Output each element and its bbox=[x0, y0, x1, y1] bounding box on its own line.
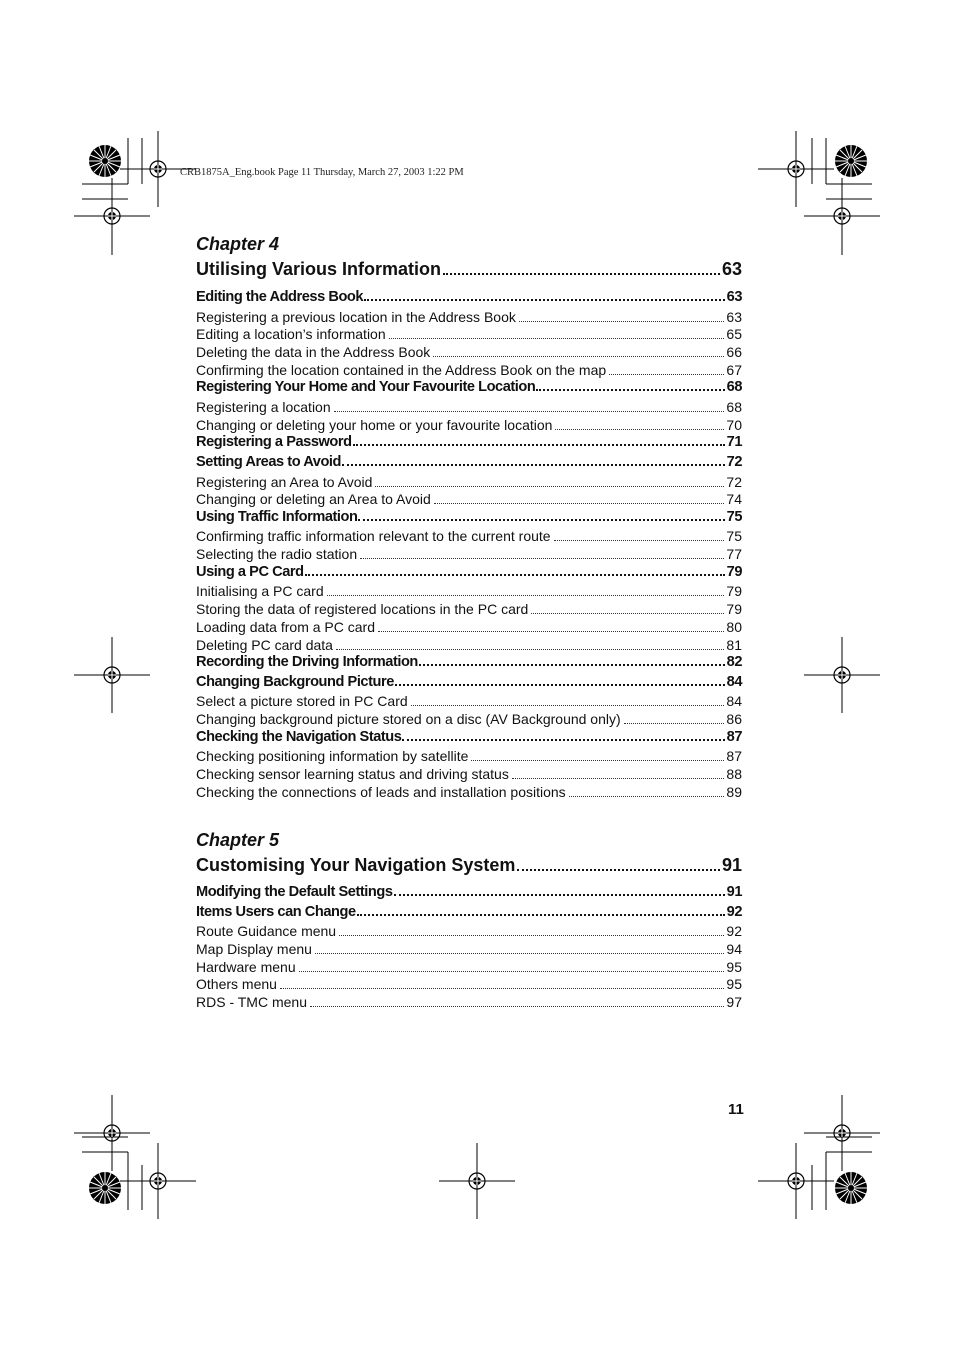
dot-leader bbox=[305, 574, 725, 576]
dot-leader bbox=[434, 503, 725, 504]
dot-leader bbox=[358, 519, 724, 521]
toc-subentry[interactable] bbox=[196, 959, 742, 977]
chapter-page: 63 bbox=[721, 259, 742, 279]
entry-title: Selecting the radio station bbox=[196, 546, 358, 563]
entry-page: 97 bbox=[726, 993, 742, 1010]
entry-title: Checking the Navigation Status bbox=[196, 728, 402, 745]
entry-page: 71 bbox=[726, 434, 742, 451]
entry-title: Changing Background Picture bbox=[196, 673, 394, 690]
entry-title: Route Guidance menu bbox=[196, 923, 337, 940]
chapter-title: Utilising Various Information bbox=[196, 259, 442, 279]
entry-title: Registering a previous location in the Address Book bbox=[196, 308, 516, 325]
entry-page: 92 bbox=[726, 923, 742, 940]
entry-title: Registering a location bbox=[196, 398, 331, 415]
file-slug: CRB1875A_Eng.book Page 11 Thursday, March 27, 2003 1:22 PM bbox=[180, 167, 464, 178]
entry-title: RDS - TMC menu bbox=[196, 993, 307, 1010]
entry-title: Recording the Driving Information bbox=[196, 654, 418, 671]
entry-title: Editing a location’s information bbox=[196, 326, 386, 343]
dot-leader bbox=[531, 613, 724, 614]
toc-subentry[interactable] bbox=[196, 941, 742, 959]
toc-list bbox=[196, 884, 742, 1012]
entry-title: Modifying the Default Settings bbox=[196, 884, 393, 900]
dot-leader bbox=[360, 558, 724, 559]
entry-page: 88 bbox=[726, 766, 742, 783]
entry-title: Deleting PC card data bbox=[196, 636, 333, 653]
toc-subentry[interactable] bbox=[196, 601, 742, 619]
entry-page: 95 bbox=[726, 976, 742, 993]
dot-leader bbox=[375, 486, 724, 487]
dot-leader bbox=[554, 540, 725, 541]
entry-title: Loading data from a PC card bbox=[196, 618, 375, 635]
dot-leader bbox=[310, 1006, 724, 1007]
entry-title: Confirming the location contained in the Address Book on the map bbox=[196, 361, 607, 378]
dot-leader bbox=[334, 411, 725, 412]
entry-page: 68 bbox=[726, 379, 742, 396]
entry-title: Setting Areas to Avoid bbox=[196, 453, 341, 470]
dot-leader bbox=[342, 464, 725, 466]
toc-subentry[interactable] bbox=[196, 976, 742, 994]
dot-leader bbox=[299, 971, 725, 972]
dot-leader bbox=[339, 935, 724, 936]
dot-leader bbox=[394, 894, 725, 896]
entry-page: 67 bbox=[726, 361, 742, 378]
dot-leader bbox=[443, 273, 720, 275]
dot-leader bbox=[353, 444, 725, 446]
entry-page: 86 bbox=[726, 711, 742, 728]
entry-page: 84 bbox=[726, 673, 742, 690]
toc-section-entry[interactable] bbox=[196, 884, 742, 904]
entry-page: 82 bbox=[726, 654, 742, 671]
entry-page: 92 bbox=[726, 903, 742, 920]
toc-list bbox=[196, 289, 742, 801]
entry-title: Registering a Password bbox=[196, 434, 352, 451]
entry-title: Checking sensor learning status and driving status bbox=[196, 766, 509, 783]
entry-page: 91 bbox=[726, 884, 742, 900]
toc-section-entry[interactable] bbox=[196, 654, 742, 674]
entry-page: 74 bbox=[726, 491, 742, 508]
toc-section-entry[interactable] bbox=[196, 434, 742, 454]
chapter-title-row[interactable] bbox=[196, 257, 742, 281]
entry-page: 75 bbox=[726, 508, 742, 525]
entry-page: 84 bbox=[726, 693, 742, 710]
dot-leader bbox=[411, 705, 725, 706]
entry-page: 80 bbox=[726, 618, 742, 635]
toc-subentry[interactable] bbox=[196, 399, 742, 417]
entry-page: 94 bbox=[726, 940, 742, 957]
entry-title: Editing the Address Book bbox=[196, 289, 364, 305]
dot-leader bbox=[536, 389, 724, 391]
toc-subentry[interactable] bbox=[196, 583, 742, 601]
dot-leader bbox=[519, 321, 725, 322]
entry-title: Changing or deleting an Area to Avoid bbox=[196, 491, 431, 508]
toc-subentry[interactable] bbox=[196, 693, 742, 711]
entry-title: Deleting the data in the Address Book bbox=[196, 343, 431, 360]
toc-subentry[interactable] bbox=[196, 309, 742, 327]
entry-title: Initialising a PC card bbox=[196, 583, 324, 600]
toc-subentry[interactable] bbox=[196, 326, 742, 344]
entry-title: Items Users can Change bbox=[196, 903, 356, 920]
dot-leader bbox=[280, 988, 724, 989]
toc-subentry[interactable] bbox=[196, 344, 742, 362]
toc-subentry[interactable] bbox=[196, 766, 742, 784]
toc-subentry[interactable] bbox=[196, 784, 742, 802]
dot-leader bbox=[327, 595, 725, 596]
toc-section-entry[interactable] bbox=[196, 379, 742, 399]
dot-leader bbox=[378, 631, 724, 632]
dot-leader bbox=[569, 796, 725, 797]
entry-title: Storing the data of registered locations in the PC card bbox=[196, 601, 529, 618]
entry-page: 95 bbox=[726, 958, 742, 975]
toc-subentry[interactable] bbox=[196, 474, 742, 492]
dot-leader bbox=[471, 760, 724, 761]
chapter-5-section bbox=[196, 829, 742, 1012]
toc-section-entry[interactable] bbox=[196, 729, 742, 749]
dot-leader bbox=[357, 914, 725, 916]
toc-subentry[interactable] bbox=[196, 711, 742, 729]
entry-title: Using a PC Card bbox=[196, 563, 304, 580]
entry-title: Checking the connections of leads and installation positions bbox=[196, 783, 566, 800]
entry-title: Checking positioning information by satellite bbox=[196, 748, 469, 765]
toc-subentry[interactable] bbox=[196, 362, 742, 380]
chapter-label: Chapter 5 bbox=[196, 830, 280, 850]
page-number: 11 bbox=[728, 1101, 744, 1118]
entry-page: 68 bbox=[726, 398, 742, 415]
entry-page: 87 bbox=[726, 748, 742, 765]
chapter-title-row[interactable] bbox=[196, 853, 742, 877]
dot-leader bbox=[315, 953, 724, 954]
dot-leader bbox=[402, 739, 724, 741]
entry-page: 79 bbox=[726, 583, 742, 600]
entry-title: Select a picture stored in PC Card bbox=[196, 693, 408, 710]
toc-section-entry[interactable] bbox=[196, 564, 742, 584]
toc-subentry[interactable] bbox=[196, 994, 742, 1012]
entry-page: 79 bbox=[726, 601, 742, 618]
toc-subentry[interactable] bbox=[196, 491, 742, 509]
toc-subentry[interactable] bbox=[196, 637, 742, 655]
entry-title: Confirming traffic information relevant to the current route bbox=[196, 528, 551, 545]
entry-page: 75 bbox=[726, 528, 742, 545]
entry-title: Registering an Area to Avoid bbox=[196, 473, 373, 490]
toc-section-entry[interactable] bbox=[196, 904, 742, 924]
toc-section-entry[interactable] bbox=[196, 509, 742, 529]
dot-leader bbox=[389, 338, 725, 339]
entry-page: 77 bbox=[726, 546, 742, 563]
dot-leader bbox=[517, 869, 720, 871]
entry-page: 72 bbox=[726, 473, 742, 490]
entry-page: 72 bbox=[726, 453, 742, 470]
entry-page: 66 bbox=[726, 343, 742, 360]
entry-page: 81 bbox=[726, 636, 742, 653]
entry-page: 87 bbox=[726, 728, 742, 745]
entry-title: Registering Your Home and Your Favourite Location bbox=[196, 379, 536, 396]
entry-title: Others menu bbox=[196, 976, 277, 993]
dot-leader bbox=[336, 649, 724, 650]
chapter-title: Customising Your Navigation System bbox=[196, 855, 516, 875]
dot-leader bbox=[555, 429, 724, 430]
toc-subentry[interactable] bbox=[196, 923, 742, 941]
toc-subentry[interactable] bbox=[196, 417, 742, 435]
toc-section-entry[interactable] bbox=[196, 289, 742, 309]
dot-leader bbox=[512, 778, 725, 779]
entry-page: 79 bbox=[726, 563, 742, 580]
entry-title: Using Traffic Information bbox=[196, 508, 358, 525]
toc-section-entry[interactable] bbox=[196, 454, 742, 474]
chapter-page: 91 bbox=[721, 855, 742, 875]
entry-title: Hardware menu bbox=[196, 958, 296, 975]
entry-page: 70 bbox=[726, 416, 742, 433]
dot-leader bbox=[433, 356, 724, 357]
dot-leader bbox=[395, 684, 725, 686]
toc-section-entry[interactable] bbox=[196, 674, 742, 694]
entry-page: 63 bbox=[726, 308, 742, 325]
dot-leader bbox=[419, 664, 725, 666]
dot-leader bbox=[609, 374, 724, 375]
toc-subentry[interactable] bbox=[196, 528, 742, 546]
dot-leader bbox=[364, 299, 725, 301]
entry-page: 65 bbox=[726, 326, 742, 343]
chapter-label: Chapter 4 bbox=[196, 234, 280, 254]
entry-title: Map Display menu bbox=[196, 940, 312, 957]
entry-page: 63 bbox=[726, 289, 742, 305]
chapter-4-section bbox=[196, 233, 742, 801]
toc-subentry[interactable] bbox=[196, 748, 742, 766]
entry-page: 89 bbox=[726, 783, 742, 800]
toc-subentry[interactable] bbox=[196, 546, 742, 564]
entry-title: Changing background picture stored on a disc (AV Background only) bbox=[196, 711, 621, 728]
dot-leader bbox=[624, 723, 725, 724]
toc-subentry[interactable] bbox=[196, 619, 742, 637]
entry-title: Changing or deleting your home or your favourite location bbox=[196, 416, 553, 433]
